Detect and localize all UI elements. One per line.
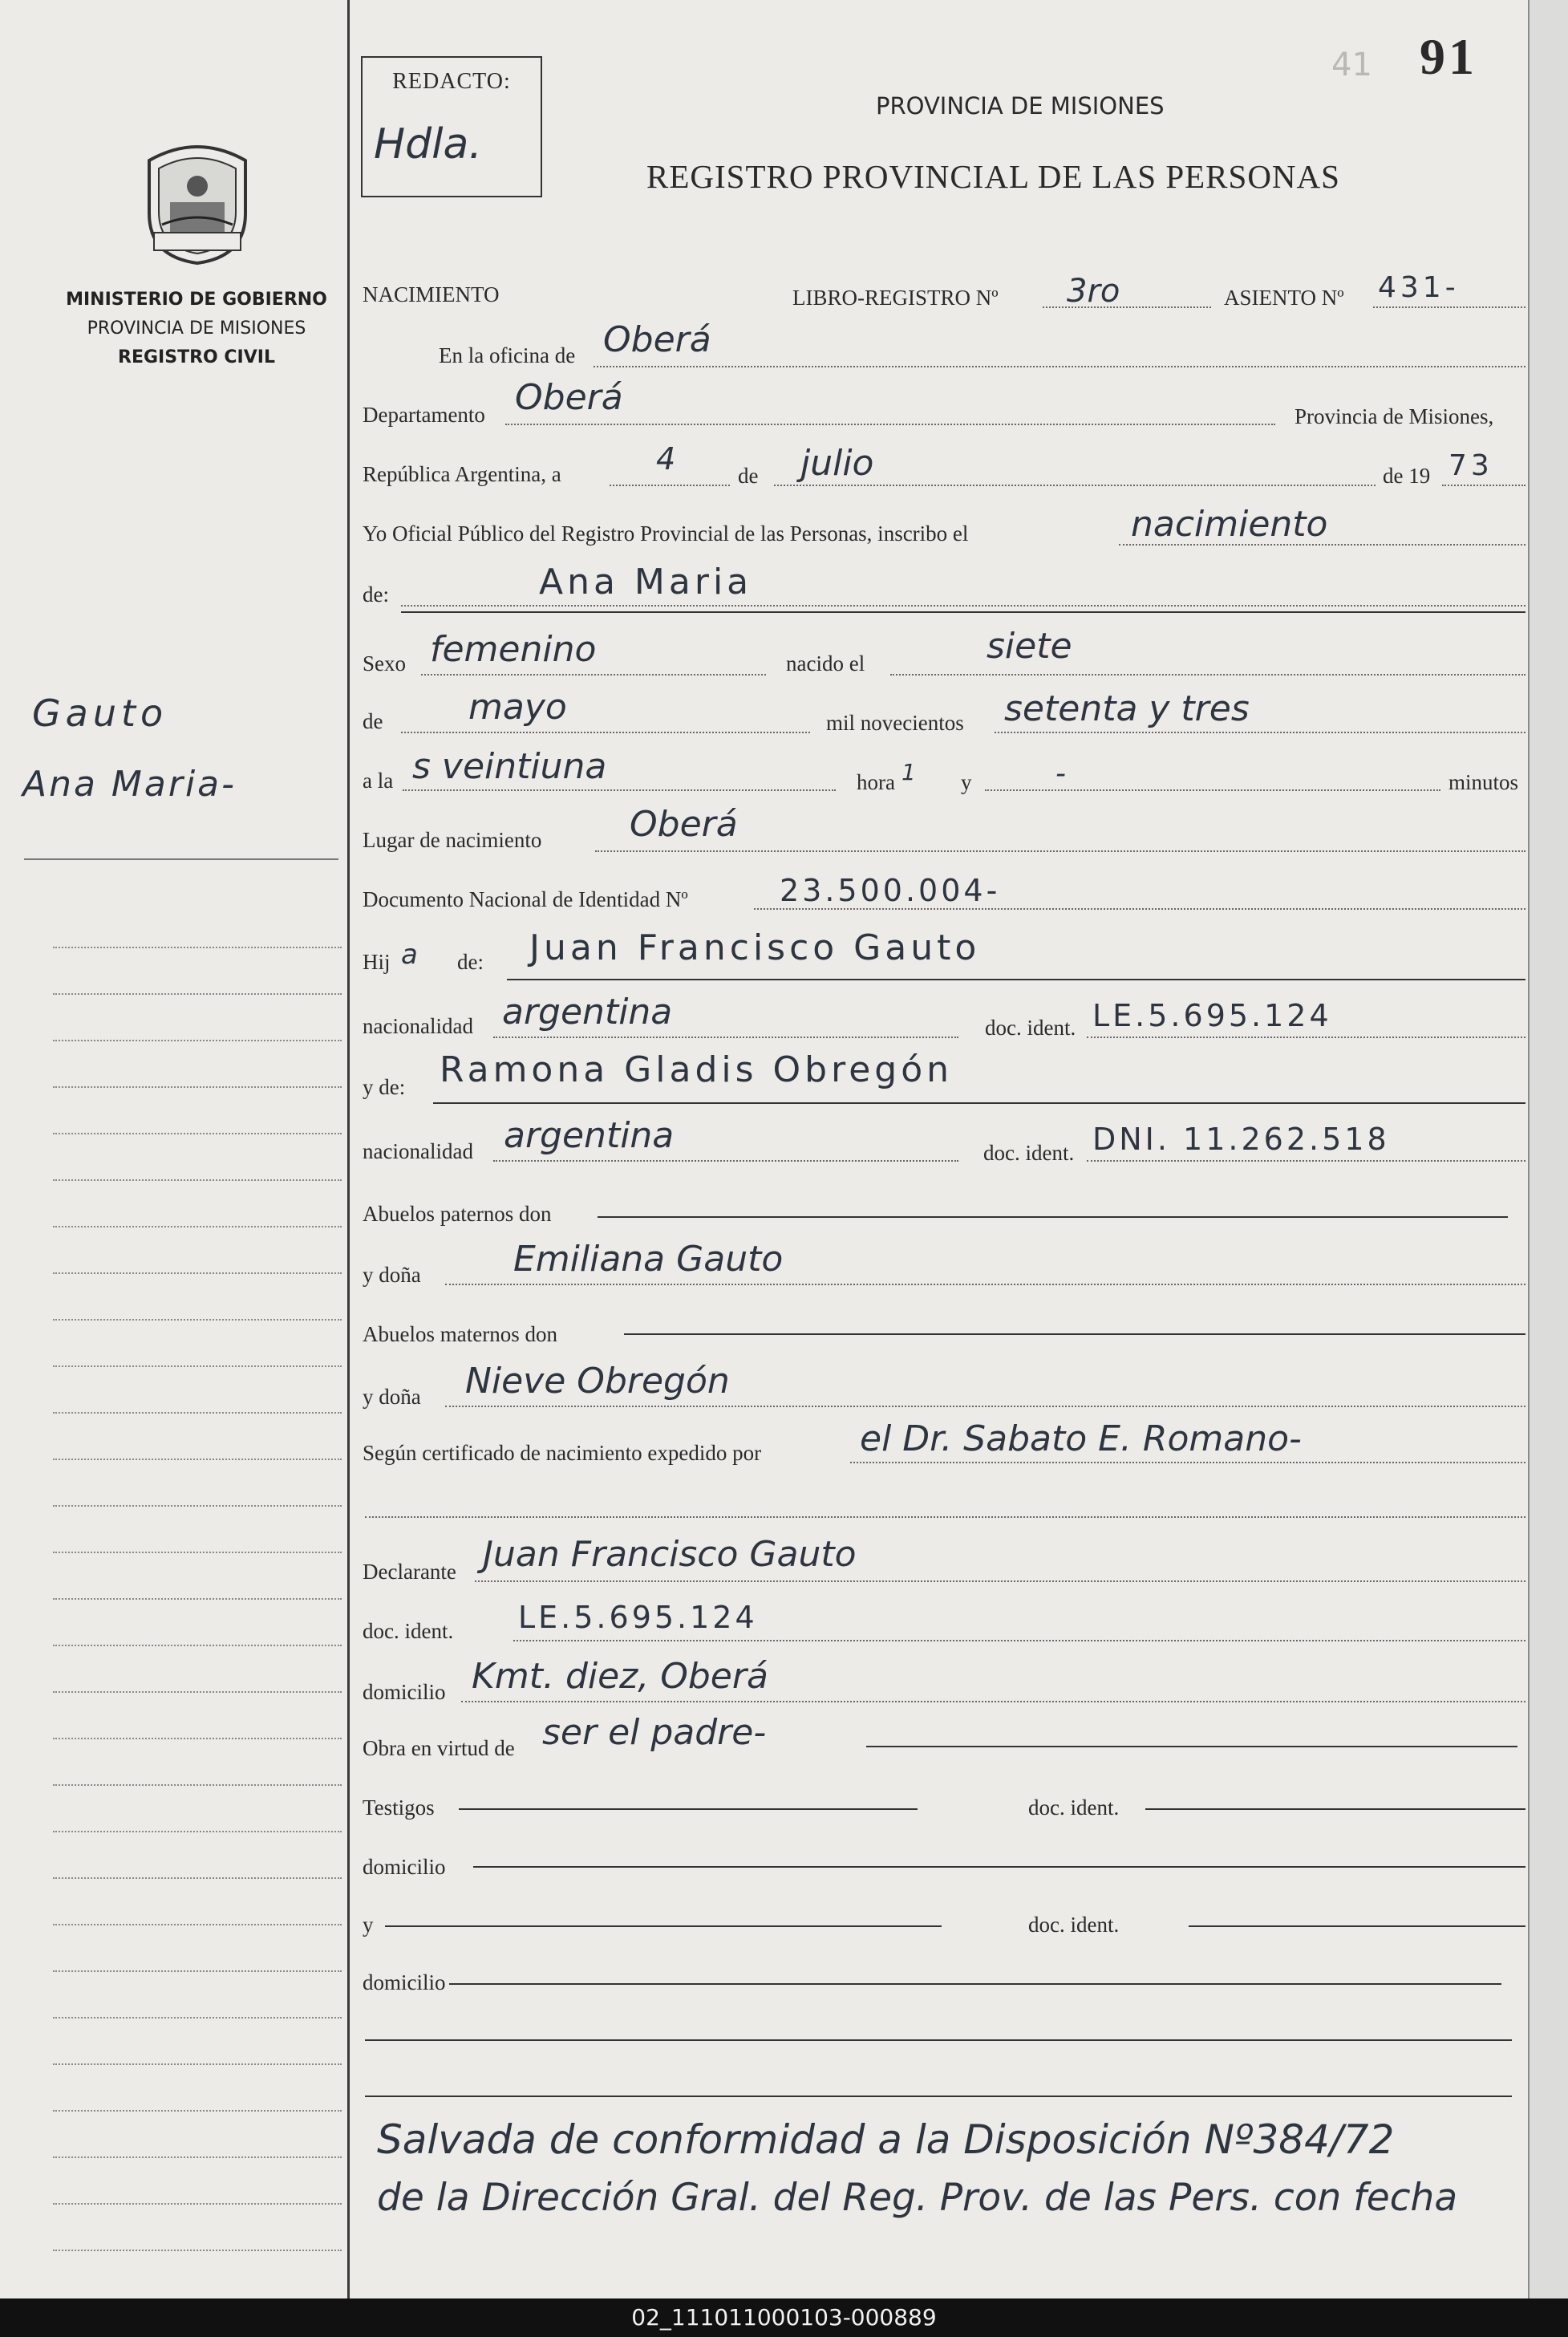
docident-label-5: doc. ident. bbox=[1028, 1913, 1120, 1937]
testigo2-doc-rule bbox=[1189, 1925, 1525, 1927]
margin-dotted-line bbox=[53, 1784, 342, 1786]
margin-dotted-line bbox=[53, 2156, 342, 2158]
margin-surname: Gauto bbox=[32, 692, 168, 735]
ala-label: a la bbox=[363, 769, 394, 793]
hora-suffix: 1 bbox=[901, 759, 916, 785]
hora-letra-line bbox=[403, 789, 836, 791]
obra-label: Obra en virtud de bbox=[363, 1736, 515, 1760]
minutos-line bbox=[985, 789, 1440, 791]
provincia-label: Provincia de Misiones, bbox=[1295, 404, 1494, 428]
margin-dotted-line bbox=[53, 1831, 342, 1832]
mes-nac-value: mayo bbox=[468, 687, 567, 728]
dni-line bbox=[754, 908, 1525, 910]
abuela-pat-line bbox=[445, 1284, 1525, 1285]
binding-edge bbox=[1528, 0, 1568, 2298]
testigo2-rule bbox=[385, 1925, 942, 1927]
margin-dotted-line bbox=[53, 1365, 342, 1367]
minutos-label: minutos bbox=[1448, 770, 1519, 794]
margin-dotted-line bbox=[53, 1924, 342, 1925]
father-nationality: argentina bbox=[502, 992, 673, 1033]
ydona-label-2: y doña bbox=[363, 1385, 421, 1409]
documento-label: Documento Nacional de Identidad Nº bbox=[363, 887, 688, 911]
father-doc: LE.5.695.124 bbox=[1092, 998, 1332, 1033]
abuelo-pat-rule bbox=[598, 1216, 1508, 1218]
province-title: PROVINCIA DE MISIONES bbox=[876, 92, 1165, 120]
libro-label: LIBRO-REGISTRO Nº bbox=[792, 286, 999, 310]
blank-rule-2 bbox=[365, 2096, 1512, 2097]
oficina-value: Oberá bbox=[603, 319, 711, 360]
mil-label: mil novecientos bbox=[826, 711, 964, 735]
lugar-value: Oberá bbox=[630, 804, 738, 845]
mother-rule bbox=[433, 1102, 1525, 1104]
image-caption: 02_111011000103-000889 bbox=[0, 2298, 1568, 2337]
margin-dotted-line bbox=[53, 1226, 342, 1227]
abuela-pat-value: Emiliana Gauto bbox=[513, 1239, 784, 1280]
father-name: Juan Francisco Gauto bbox=[529, 927, 981, 968]
hora-letra-value: s veintiuna bbox=[412, 746, 607, 787]
departamento-label: Departamento bbox=[363, 403, 485, 427]
republica-label: República Argentina, a bbox=[363, 462, 561, 486]
province-seal bbox=[138, 136, 257, 265]
abuelos-mat-label: Abuelos maternos don bbox=[363, 1322, 557, 1346]
y-label-2: y bbox=[363, 1913, 374, 1937]
margin-dotted-line bbox=[53, 1319, 342, 1321]
testigo2-domicilio-rule bbox=[449, 1983, 1501, 1985]
ministry-line2: PROVINCIA DE MISIONES bbox=[87, 318, 306, 339]
name-dotted-line bbox=[401, 605, 1525, 607]
margin-dotted-line bbox=[53, 2203, 342, 2205]
mother-nationality: argentina bbox=[504, 1115, 675, 1156]
margin-dotted-line bbox=[53, 1505, 342, 1507]
margin-dotted-line bbox=[53, 1133, 342, 1134]
margin-dotted-line bbox=[53, 1691, 342, 1693]
docident-label-2: doc. ident. bbox=[983, 1141, 1075, 1165]
y-label: y bbox=[961, 770, 972, 794]
libro-value: 3ro bbox=[1067, 273, 1120, 310]
child-name: Ana Maria bbox=[539, 562, 753, 603]
anio-value: 73 bbox=[1448, 449, 1493, 482]
father-rule bbox=[507, 979, 1525, 980]
mother-name: Ramona Gladis Obregón bbox=[440, 1049, 954, 1090]
father-nationality-line bbox=[493, 1037, 958, 1038]
page-number: 91 bbox=[1420, 28, 1477, 85]
de-colon-label: de: bbox=[363, 582, 389, 607]
oficial-label: Yo Oficial Público del Registro Provincial de las Personas, inscribo el bbox=[363, 521, 969, 546]
dni-value: 23.500.004- bbox=[780, 873, 1001, 908]
asiento-line bbox=[1373, 306, 1525, 308]
domicilio-label: domicilio bbox=[363, 1680, 446, 1704]
mother-doc: DNI. 11.262.518 bbox=[1092, 1122, 1390, 1157]
margin-dotted-line bbox=[53, 2063, 342, 2065]
abuela-mat-value: Nieve Obregón bbox=[465, 1361, 730, 1402]
hij-suffix: a bbox=[401, 939, 418, 971]
declarante-doc-line bbox=[513, 1640, 1525, 1641]
margin-dotted-line bbox=[53, 2250, 342, 2251]
declarante-line bbox=[475, 1580, 1525, 1582]
margin-dotted-line bbox=[53, 947, 342, 948]
blank-rule bbox=[365, 2039, 1512, 2041]
footnote-line1: Salvada de conformidad a la Disposición Nº384/72 bbox=[377, 2116, 1395, 2163]
margin-given-name: Ana Maria- bbox=[22, 764, 237, 805]
docident-label: doc. ident. bbox=[985, 1016, 1076, 1040]
ministry-line3: REGISTRO CIVIL bbox=[118, 347, 275, 367]
margin-dotted-line bbox=[53, 993, 342, 995]
certificado-line-2 bbox=[365, 1516, 1525, 1518]
margin-dotted-line bbox=[53, 1738, 342, 1739]
hij-label: Hij bbox=[363, 950, 391, 974]
segun-label: Según certificado de nacimiento expedido por bbox=[363, 1441, 762, 1465]
declarante-doc: LE.5.695.124 bbox=[518, 1600, 758, 1635]
yde-label: y de: bbox=[363, 1075, 406, 1099]
de-label: de bbox=[738, 464, 759, 488]
father-doc-line bbox=[1087, 1037, 1525, 1038]
nacionalidad-label: nacionalidad bbox=[363, 1014, 473, 1038]
lugar-line bbox=[595, 850, 1525, 852]
domicilio-line bbox=[461, 1701, 1525, 1702]
footnote-line2: de la Dirección Gral. del Reg. Prov. de las Pers. con fecha bbox=[377, 2176, 1458, 2220]
margin-dotted-line bbox=[53, 1645, 342, 1646]
libro-line bbox=[1043, 306, 1211, 308]
abuelo-mat-rule bbox=[624, 1333, 1525, 1335]
obra-value: ser el padre- bbox=[542, 1712, 767, 1753]
domicilio-value: Kmt. diez, Oberá bbox=[472, 1656, 768, 1697]
redacto-stamp bbox=[361, 56, 542, 197]
asiento-label: ASIENTO Nº bbox=[1224, 286, 1344, 310]
margin-dotted-line bbox=[53, 1040, 342, 1041]
declarante-value: Juan Francisco Gauto bbox=[483, 1534, 857, 1575]
certificado-value: el Dr. Sabato E. Romano- bbox=[860, 1418, 1302, 1459]
margin-dotted-line bbox=[53, 1877, 342, 1879]
oficina-label: En la oficina de bbox=[439, 343, 576, 367]
mes-value: julio bbox=[800, 443, 874, 484]
dia-letra-value: siete bbox=[987, 626, 1072, 667]
margin-dotted-line bbox=[53, 1552, 342, 1553]
registry-title: REGISTRO PROVINCIAL DE LAS PERSONAS bbox=[646, 158, 1340, 195]
abuela-mat-line bbox=[445, 1406, 1525, 1407]
testigo1-doc-rule bbox=[1145, 1808, 1525, 1810]
margin-dotted-line bbox=[53, 2017, 342, 2019]
inscribo-value: nacimiento bbox=[1131, 504, 1328, 545]
asiento-value: 431- bbox=[1378, 271, 1460, 304]
abuelos-pat-label: Abuelos paternos don bbox=[363, 1202, 552, 1226]
ydona-label: y doña bbox=[363, 1263, 421, 1287]
ministry-line1: MINISTERIO DE GOBIERNO bbox=[66, 290, 327, 310]
dia-value: 4 bbox=[656, 441, 676, 477]
margin-dotted-line bbox=[53, 1970, 342, 1972]
name-rule bbox=[401, 611, 1525, 613]
de-mes-label: de bbox=[363, 709, 383, 733]
oficina-line bbox=[594, 366, 1525, 367]
margin-dotted-line bbox=[53, 2110, 342, 2112]
sexo-line bbox=[421, 674, 766, 676]
nacionalidad-label-2: nacionalidad bbox=[363, 1139, 473, 1163]
margin-dotted-line bbox=[53, 1598, 342, 1600]
docident-label-3: doc. ident. bbox=[363, 1619, 454, 1643]
margin-rule bbox=[24, 858, 338, 860]
mother-doc-line bbox=[1087, 1160, 1525, 1162]
testigos-label: Testigos bbox=[363, 1795, 435, 1820]
margin-dotted-line bbox=[53, 1412, 342, 1414]
mes-nac-line bbox=[401, 732, 810, 733]
departamento-value: Oberá bbox=[515, 377, 623, 418]
nacido-line bbox=[890, 674, 1525, 676]
minutos-value: - bbox=[1055, 757, 1066, 790]
obra-rule bbox=[866, 1746, 1517, 1747]
testigo1-domicilio-rule bbox=[473, 1866, 1525, 1868]
mes-line bbox=[774, 485, 1376, 486]
de19-label: de 19 bbox=[1383, 464, 1431, 488]
hora-label: hora bbox=[857, 770, 895, 794]
margin-dotted-line bbox=[53, 1086, 342, 1088]
domicilio-label-2: domicilio bbox=[363, 1855, 446, 1879]
margin-dotted-line bbox=[53, 1272, 342, 1274]
faint-page-number: 41 bbox=[1331, 47, 1372, 83]
redacto-label: REDACTO: bbox=[392, 69, 511, 94]
nacido-label: nacido el bbox=[786, 651, 865, 676]
hij-de-label: de: bbox=[457, 950, 484, 974]
declarante-label: Declarante bbox=[363, 1560, 456, 1584]
margin-dotted-line bbox=[53, 1459, 342, 1460]
domicilio-label-3: domicilio bbox=[363, 1970, 446, 1994]
docident-label-4: doc. ident. bbox=[1028, 1795, 1120, 1820]
margin-dotted-line bbox=[53, 1179, 342, 1181]
inscribo-line bbox=[1119, 544, 1525, 546]
nacimiento-label: NACIMIENTO bbox=[363, 282, 500, 306]
sexo-label: Sexo bbox=[363, 651, 406, 676]
margin-divider bbox=[347, 0, 350, 2298]
ministry-heading bbox=[48, 286, 345, 372]
departamento-line bbox=[505, 424, 1275, 425]
redacto-initials: Hdla. bbox=[374, 120, 482, 168]
anio-letra-value: setenta y tres bbox=[1004, 688, 1250, 729]
lugar-label: Lugar de nacimiento bbox=[363, 828, 542, 852]
mother-nationality-line bbox=[493, 1160, 958, 1162]
sexo-value: femenino bbox=[430, 629, 597, 670]
dia-line bbox=[610, 485, 730, 486]
testigo1-rule bbox=[459, 1808, 918, 1810]
anio-line bbox=[1442, 485, 1525, 486]
anio-letra-line bbox=[995, 732, 1525, 733]
certificado-line bbox=[850, 1462, 1525, 1463]
